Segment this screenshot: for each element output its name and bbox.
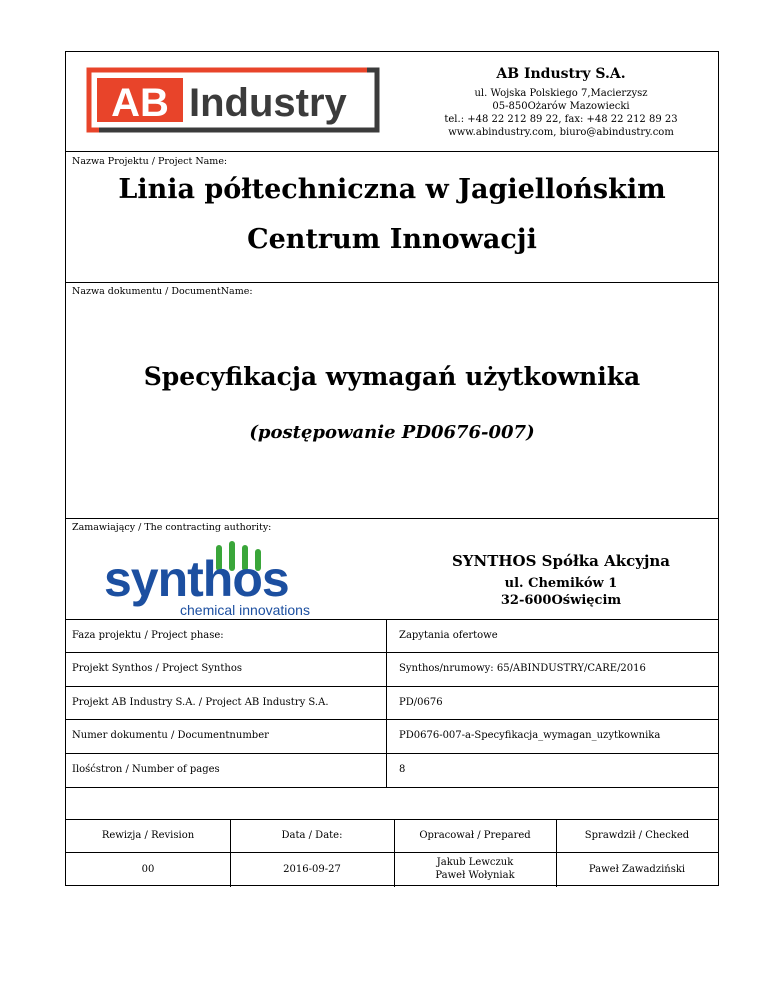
company-address-line: ul. Wojska Polskiego 7,Macierzysz	[474, 88, 648, 99]
divider	[66, 753, 718, 754]
info-row-value: Zapytania ofertowe	[399, 630, 498, 641]
company-contact-line: tel.: +48 22 212 89 22, fax: +48 22 212 89 23	[444, 114, 678, 125]
divider	[66, 819, 718, 820]
project-name-line2: Centrum Innowacji	[247, 224, 537, 255]
divider	[66, 282, 718, 283]
svg-text:synthos: synthos	[104, 551, 289, 607]
info-row-label: Numer dokumentu / Documentnumber	[72, 730, 269, 741]
authority-label: Zamawiający / The contracting authority:	[72, 522, 272, 533]
info-row-value: PD0676-007-a-Specyfikacja_wymagan_uzytkownika	[399, 730, 661, 741]
revision-header: Rewizja / Revision	[101, 830, 195, 841]
divider	[66, 619, 718, 620]
authority-name: SYNTHOS Spółka Akcyjna	[451, 552, 671, 570]
divider	[66, 719, 718, 720]
divider	[66, 518, 718, 519]
authority-address-block	[406, 552, 716, 609]
info-row-value: Synthos/nrumowy: 65/ABINDUSTRY/CARE/2016	[399, 663, 646, 674]
svg-text:Industry: Industry	[189, 81, 347, 125]
svg-text:AB: AB	[111, 81, 169, 125]
divider	[66, 787, 718, 788]
checked-value: Paweł Zawadziński	[588, 864, 686, 875]
info-row-value: 8	[399, 764, 406, 775]
document-name-label: Nazwa dokumentu / DocumentName:	[72, 286, 253, 297]
date-value: 2016-09-27	[283, 864, 341, 875]
divider	[66, 686, 718, 687]
info-row-label: Projekt Synthos / Project Synthos	[72, 663, 242, 674]
info-row-label: Ilośćstron / Number of pages	[72, 764, 220, 775]
info-row-value: PD/0676	[399, 697, 443, 708]
company-address-block	[406, 66, 716, 139]
info-row-label: Projekt AB Industry S.A. / Project AB Industry S.A.	[72, 697, 329, 708]
divider	[66, 652, 718, 653]
company-address-line: 05-850Ożarów Mazowiecki	[492, 101, 630, 112]
document-subtitle: (postępowanie PD0676-007)	[249, 422, 535, 443]
divider	[66, 151, 718, 152]
ab-industry-logo	[85, 66, 381, 134]
svg-text:chemical innovations: chemical innovations	[180, 602, 310, 618]
company-name: AB Industry S.A.	[496, 66, 626, 82]
synthos-logo	[104, 538, 364, 618]
divider	[66, 852, 718, 853]
date-header: Data / Date:	[281, 830, 343, 841]
project-name-label: Nazwa Projektu / Project Name:	[72, 156, 228, 167]
project-name-line1: Linia półtechniczna w Jagiellońskim	[118, 174, 666, 205]
authority-street: ul. Chemików 1	[504, 576, 618, 591]
authority-city: 32-600Oświęcim	[500, 593, 622, 608]
prepared-name: Paweł Wołyniak	[435, 870, 515, 881]
prepared-value	[394, 856, 556, 882]
checked-header: Sprawdził / Checked	[584, 830, 690, 841]
column-divider	[386, 619, 387, 787]
revision-value: 00	[141, 864, 155, 875]
company-web-line: www.abindustry.com, biuro@abindustry.com	[448, 127, 674, 138]
info-row-label: Faza projektu / Project phase:	[72, 630, 224, 641]
prepared-name: Jakub Lewczuk	[436, 857, 514, 868]
document-title: Specyfikacja wymagań użytkownika	[143, 362, 641, 391]
cover-sheet	[65, 51, 719, 886]
prepared-header: Opracował / Prepared	[419, 830, 531, 841]
